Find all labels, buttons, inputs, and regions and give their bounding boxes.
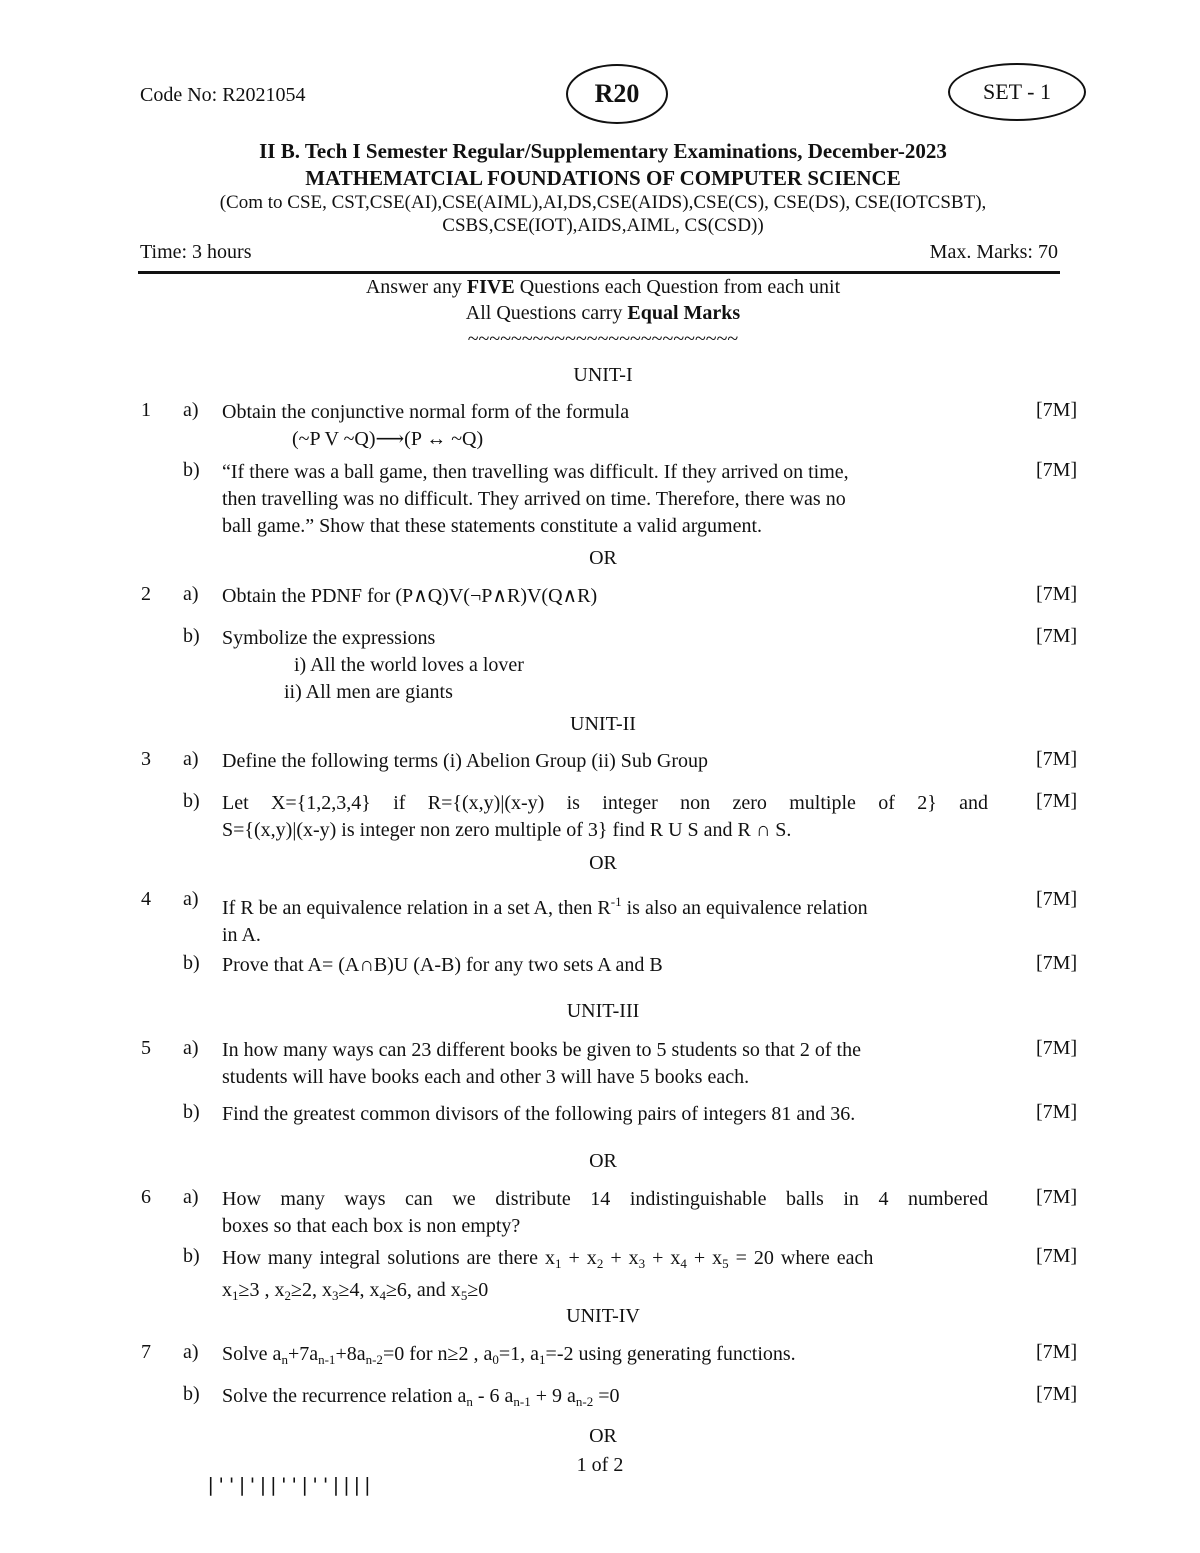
marks-label: [7M] <box>1036 1186 1078 1208</box>
subscript: 2 <box>284 1288 291 1303</box>
marks-label: [7M] <box>1036 790 1078 812</box>
exam-title: II B. Tech I Semester Regular/Supplementary Examinations, December-2023 <box>259 139 947 163</box>
question-number: 6 <box>141 1186 151 1208</box>
text-line <box>222 888 988 922</box>
code-number: Code No: R2021054 <box>140 84 306 106</box>
text-segment: x <box>222 1279 232 1301</box>
question-text <box>222 625 988 706</box>
branches-line-1: (Com to CSE, CST,CSE(AI),CSE(AIML),AI,DS,CSE(AIDS),CSE(CS), CSE(DS), CSE(IOTCSBT), <box>219 192 987 213</box>
text-segment: Solve the recurrence relation a <box>222 1385 467 1407</box>
question-text <box>222 888 988 949</box>
instruction-text: Questions each Question from each unit <box>514 276 841 298</box>
text-segment: Solve a <box>222 1343 282 1365</box>
marks-label: [7M] <box>1036 1245 1078 1267</box>
page-number: 1 of 2 <box>576 1454 624 1476</box>
text-segment: =0 <box>593 1385 620 1407</box>
part-label: b) <box>183 459 200 481</box>
superscript: -1 <box>610 894 622 909</box>
branches-line-2: CSBS,CSE(IOT),AIDS,AIML, CS(CSD)) <box>442 215 764 236</box>
text-segment: ≥6, and x <box>385 1279 461 1301</box>
text-line: Obtain the conjunctive normal form of the formula <box>222 401 630 423</box>
part-label: a) <box>183 888 199 910</box>
text-segment: ≥3 , x <box>238 1279 285 1301</box>
barcode: |''|'||''|''|||| <box>205 1474 373 1496</box>
text-line <box>222 1245 988 1277</box>
part-label: b) <box>183 1245 200 1267</box>
header-rule <box>138 271 1060 274</box>
question-text <box>222 1037 988 1091</box>
instruction-line-1 <box>130 276 1076 299</box>
question-number: 7 <box>141 1341 151 1363</box>
question-text <box>222 459 988 540</box>
text-segment: + x <box>603 1247 639 1269</box>
subscript: n <box>466 1394 473 1409</box>
question-text: Define the following terms (i) Abelion Group (ii) Sub Group <box>222 750 709 772</box>
question-text <box>222 1341 1012 1373</box>
question-text <box>222 790 988 844</box>
subscript: 1 <box>555 1256 562 1271</box>
question-text <box>222 1245 988 1309</box>
subscript: 4 <box>379 1288 386 1303</box>
text-line: How many ways can we distribute 14 indistinguishable balls in 4 numbered <box>222 1188 988 1210</box>
unit-heading: UNIT-III <box>566 1000 640 1022</box>
subscript: 1 <box>539 1352 546 1367</box>
text-segment: + x <box>561 1247 597 1269</box>
part-label: a) <box>183 1341 199 1363</box>
formula-line: (~P V ~Q)⟶(P ↔ ~Q) <box>292 428 484 450</box>
text-line: i) All the world loves a lover <box>294 654 524 676</box>
text-line: then travelling was no difficult. They arrived on time. Therefore, there was no <box>222 488 846 510</box>
marks-label: [7M] <box>1036 459 1078 481</box>
subscript: n-1 <box>318 1352 336 1367</box>
unit-heading: UNIT-I <box>573 364 633 386</box>
marks-label: [7M] <box>1036 952 1078 974</box>
question-number: 4 <box>141 888 151 910</box>
set-badge: SET - 1 <box>948 63 1086 121</box>
text-line: in A. <box>222 924 261 946</box>
marks-label: [7M] <box>1036 1383 1078 1405</box>
marks-label: [7M] <box>1036 1341 1078 1363</box>
text-segment: =0 for n≥2 , a <box>382 1343 493 1365</box>
text-line: “If there was a ball game, then travelling was difficult. If they arrived on time, <box>222 461 849 483</box>
separator: ~~~~~~~~~~~~~~~~~~~~~~~~~ <box>467 328 739 350</box>
text-segment: =-2 using generating functions. <box>545 1343 796 1365</box>
text-line: ii) All men are giants <box>284 681 453 703</box>
subject-title: MATHEMATCIAL FOUNDATIONS OF COMPUTER SCIENCE <box>305 166 901 190</box>
text-line: S={(x,y)|(x-y) is integer non zero multiple of 3} find R U S and R ∩ S. <box>222 819 792 841</box>
text-segment: +8a <box>335 1343 366 1365</box>
text-line: ball game.” Show that these statements constitute a valid argument. <box>222 515 763 537</box>
text-segment: + 9 a <box>530 1385 576 1407</box>
or-separator: OR <box>589 852 617 874</box>
question-text: Prove that A= (A∩B)U (A-B) for any two sets A and B <box>222 954 663 976</box>
part-label: b) <box>183 625 200 647</box>
marks-label: [7M] <box>1036 583 1078 605</box>
marks-label: [7M] <box>1036 399 1078 421</box>
text-segment: If R be an equivalence relation in a set A, then R <box>222 897 611 919</box>
question-text <box>222 399 988 453</box>
text-segment: - 6 a <box>472 1385 514 1407</box>
part-label: a) <box>183 583 199 605</box>
subscript: 5 <box>460 1288 468 1303</box>
part-label: a) <box>183 1037 199 1059</box>
text-segment: + x <box>645 1247 681 1269</box>
unit-heading: UNIT-IV <box>566 1305 640 1327</box>
or-separator: OR <box>589 547 617 569</box>
question-number: 2 <box>141 583 151 605</box>
subscript: 0 <box>492 1352 499 1367</box>
text-line: Let X={1,2,3,4} if R={(x,y)|(x-y) is integer non zero multiple of 2} and <box>222 792 988 814</box>
instruction-bold: Equal Marks <box>627 302 741 324</box>
text-line: students will have books each and other 3 will have 5 books each. <box>222 1066 750 1088</box>
text-segment: +7a <box>287 1343 319 1365</box>
marks-label: [7M] <box>1036 1101 1078 1123</box>
subscript: n-1 <box>513 1394 531 1409</box>
question-text: Find the greatest common divisors of the following pairs of integers 81 and 36. <box>222 1103 856 1125</box>
question-number: 1 <box>141 399 151 421</box>
part-label: b) <box>183 952 200 974</box>
subscript: n-2 <box>575 1394 594 1409</box>
part-label: a) <box>183 399 199 421</box>
question-text <box>222 1383 988 1415</box>
or-separator: OR <box>589 1425 617 1447</box>
subscript: 4 <box>680 1256 687 1271</box>
time-label: Time: 3 hours <box>140 241 252 263</box>
text-segment: = 20 where each <box>728 1247 874 1269</box>
text-segment: + x <box>686 1247 723 1269</box>
text-segment: ≥2, x <box>290 1279 332 1301</box>
text-segment: =1, a <box>498 1343 540 1365</box>
question-text: Obtain the PDNF for (P∧Q)V(¬P∧R)V(Q∧R) <box>222 585 598 607</box>
instruction-bold: FIVE <box>466 276 515 298</box>
marks-label: [7M] <box>1036 625 1078 647</box>
text-line: In how many ways can 23 different books be given to 5 students so that 2 of the <box>222 1039 861 1061</box>
question-number: 3 <box>141 748 151 770</box>
regulation-badge: R20 <box>566 64 668 124</box>
instruction-text: Answer any <box>365 276 467 298</box>
subscript: 2 <box>596 1256 604 1271</box>
text-segment: How many integral solutions are there x <box>222 1247 556 1269</box>
subscript: 5 <box>722 1256 729 1271</box>
text-line: Symbolize the expressions <box>222 627 436 649</box>
part-label: b) <box>183 1383 200 1405</box>
question-text <box>222 1186 988 1240</box>
unit-heading: UNIT-II <box>570 713 636 735</box>
text-segment: ≥4, x <box>338 1279 380 1301</box>
marks-label: [7M] <box>1036 748 1078 770</box>
part-label: b) <box>183 790 200 812</box>
question-number: 5 <box>141 1037 151 1059</box>
subscript: 3 <box>638 1256 646 1271</box>
marks-label: [7M] <box>1036 1037 1078 1059</box>
subscript: n-2 <box>365 1352 383 1367</box>
part-label: a) <box>183 1186 199 1208</box>
or-separator: OR <box>589 1150 617 1172</box>
subscript: 1 <box>232 1288 239 1303</box>
part-label: a) <box>183 748 199 770</box>
text-segment: ≥0 <box>467 1279 489 1301</box>
instruction-line-2 <box>130 302 1076 325</box>
subscript: 3 <box>331 1288 339 1303</box>
marks-label: [7M] <box>1036 888 1078 910</box>
max-marks-label: Max. Marks: 70 <box>929 241 1058 263</box>
part-label: b) <box>183 1101 200 1123</box>
subscript: n <box>281 1352 288 1367</box>
text-line: boxes so that each box is non empty? <box>222 1215 521 1237</box>
text-segment: is also an equivalence relation <box>621 897 868 919</box>
instruction-text: All Questions carry <box>465 302 628 324</box>
